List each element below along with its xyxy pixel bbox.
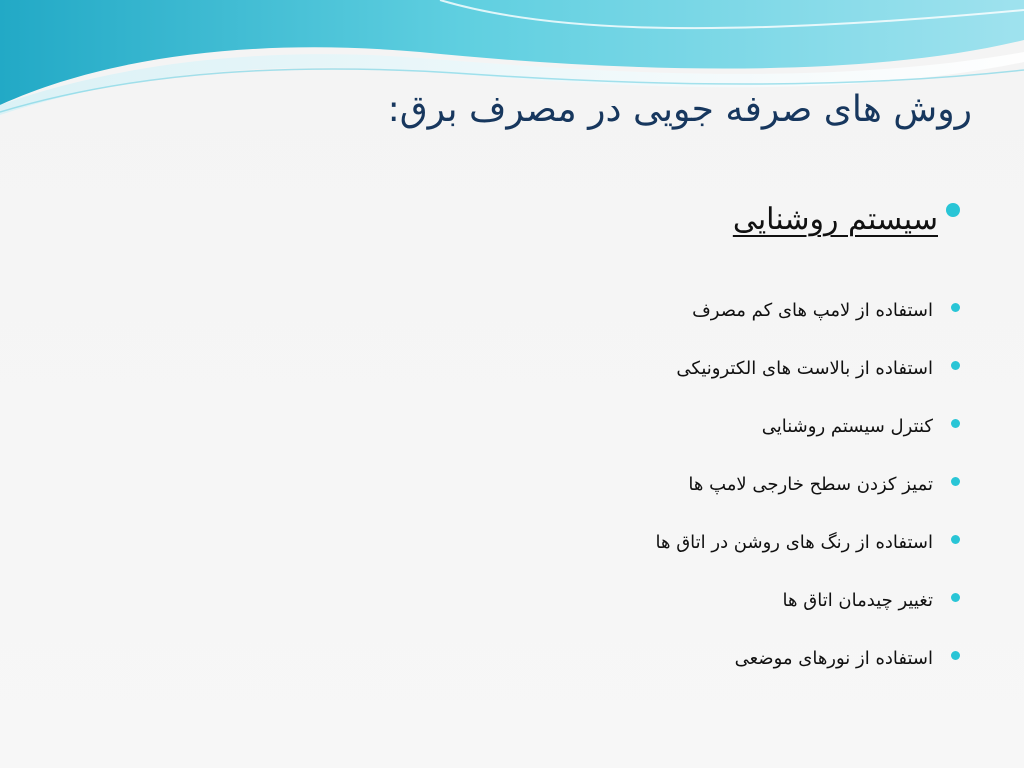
bullet-icon — [951, 477, 960, 486]
list-item-label: کنترل سیستم روشنایی — [761, 416, 933, 437]
list-item — [260, 282, 960, 340]
bullet-icon — [946, 203, 960, 217]
slide-title: روش های صرفه جویی در مصرف برق: — [387, 89, 972, 130]
bullet-icon — [951, 593, 960, 602]
list-item — [260, 456, 960, 514]
list-item-label: تغییر چیدمان اتاق ها — [782, 590, 933, 611]
bullet-icon — [951, 535, 960, 544]
bullet-icon — [951, 651, 960, 660]
list-item-label: تمیز کزدن سطح خارجی لامپ ها — [688, 474, 933, 495]
list-item-label: استفاده از رنگ های روشن در اتاق ها — [655, 532, 933, 553]
list-item — [260, 630, 960, 688]
list-item-label: استفاده از بالاست های الکترونیکی — [676, 358, 933, 379]
section-heading: سیستم روشنایی — [732, 202, 938, 237]
list-item — [260, 514, 960, 572]
bullet-icon — [951, 361, 960, 370]
bullet-list — [260, 282, 960, 688]
list-item — [260, 398, 960, 456]
bullet-icon — [951, 303, 960, 312]
list-item-label: استفاده از لامپ های کم مصرف — [692, 300, 933, 321]
list-item — [260, 572, 960, 630]
bullet-icon — [951, 419, 960, 428]
list-item — [260, 340, 960, 398]
list-item-label: استفاده از نورهای موضعی — [734, 648, 933, 669]
section-heading-row — [733, 198, 960, 242]
